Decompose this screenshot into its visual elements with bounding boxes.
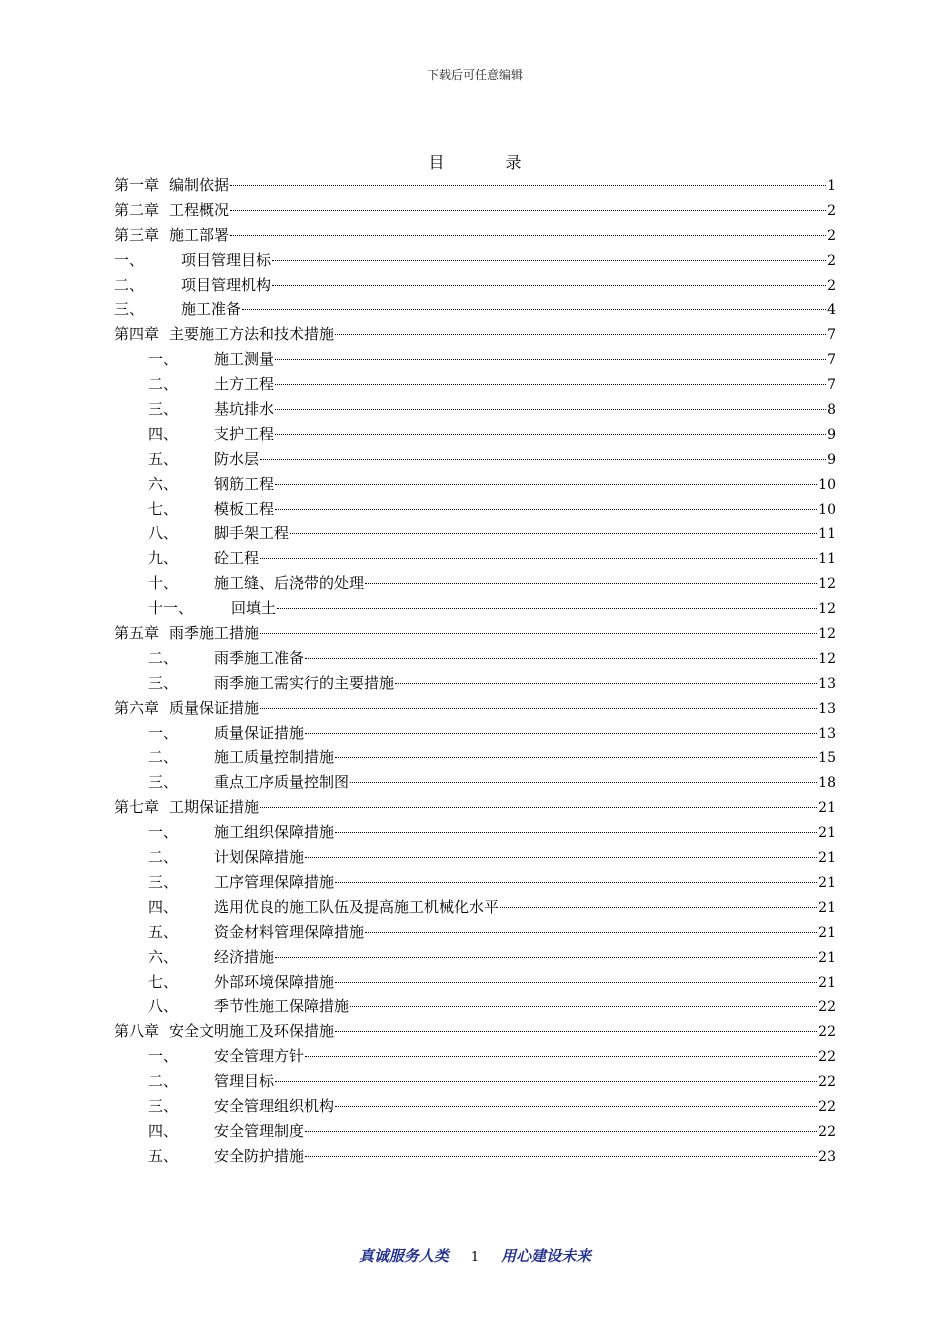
toc-entry-page: 21	[818, 899, 836, 916]
toc-entry-title: 土方工程	[214, 375, 275, 394]
dot-leader	[230, 185, 826, 186]
toc-entry-title: 基坑排水	[214, 400, 275, 419]
toc-entry-number: 三、	[114, 300, 145, 319]
dot-leader	[335, 882, 817, 883]
toc-entry[interactable]	[114, 323, 836, 348]
toc-entry[interactable]	[114, 498, 836, 523]
toc-entry[interactable]	[114, 1020, 836, 1045]
toc-entry[interactable]	[114, 697, 836, 722]
toc-entry-page: 2	[827, 202, 836, 219]
toc-entry-page: 22	[818, 1123, 836, 1140]
toc-entry[interactable]	[114, 448, 836, 473]
toc-entry-page: 4	[827, 302, 836, 319]
toc-entry-number: 二、	[148, 648, 179, 667]
toc-entry-title: 雨季施工需实行的主要措施	[214, 673, 395, 692]
toc-entry-title: 施工组织保障措施	[214, 823, 335, 842]
toc-entry-title: 施工部署	[169, 225, 230, 244]
page-footer	[0, 1245, 950, 1266]
toc-entry-number: 六、	[148, 947, 179, 966]
toc-entry[interactable]	[114, 672, 836, 697]
toc-entry[interactable]	[114, 1070, 836, 1095]
toc-entry-page: 10	[818, 476, 836, 493]
dot-leader	[290, 533, 817, 534]
toc-entry[interactable]	[114, 398, 836, 423]
toc-entry-page: 18	[818, 775, 836, 792]
toc-entry-title: 安全文明施工及环保措施	[169, 1022, 335, 1041]
dot-leader	[335, 832, 817, 833]
toc-entry-title: 工期保证措施	[169, 798, 260, 817]
toc-entry-title: 编制依据	[169, 176, 230, 194]
footer-slogan-right: 用心建设未来	[501, 1247, 592, 1265]
toc-entry[interactable]	[114, 547, 836, 572]
toc-entry-title: 经济措施	[214, 947, 275, 966]
toc-entry[interactable]	[114, 572, 836, 597]
toc-entry[interactable]	[114, 199, 836, 224]
toc-entry-page: 1	[827, 178, 836, 194]
dot-leader	[335, 1031, 817, 1032]
toc-entry-title: 主要施工方法和技术措施	[169, 325, 335, 344]
dot-leader	[395, 683, 817, 684]
dot-leader	[275, 434, 826, 435]
toc-entry[interactable]	[114, 946, 836, 971]
toc-entry-title: 季节性施工保障措施	[214, 997, 350, 1016]
dot-leader	[230, 210, 826, 211]
toc-entry-number: 三、	[148, 773, 179, 792]
toc-entry[interactable]	[114, 1095, 836, 1120]
toc-entry-title: 施工测量	[214, 350, 275, 369]
toc-entry-number: 第五章	[114, 624, 160, 643]
toc-entry-page: 13	[818, 675, 836, 692]
toc-entry[interactable]	[114, 1145, 836, 1170]
toc-entry-number: 第二章	[114, 200, 160, 219]
toc-entry[interactable]	[114, 522, 836, 547]
dot-leader	[260, 807, 817, 808]
toc-entry[interactable]	[114, 174, 836, 199]
toc-entry-page: 7	[827, 377, 836, 394]
toc-entry-title: 安全防护措施	[214, 1146, 305, 1165]
dot-leader	[305, 658, 817, 659]
toc-entry-title: 管理目标	[214, 1072, 275, 1091]
toc-entry-title: 安全管理组织机构	[214, 1096, 335, 1115]
dot-leader	[275, 384, 826, 385]
toc-entry-page: 22	[818, 1098, 836, 1115]
dot-leader	[335, 1106, 817, 1107]
toc-entry-page: 2	[827, 227, 836, 244]
toc-entry-title: 安全管理制度	[214, 1121, 305, 1140]
toc-entry-number: 第一章	[114, 176, 160, 194]
toc-entry[interactable]	[114, 722, 836, 747]
toc-entry-page: 12	[818, 576, 836, 593]
toc-entry-number: 二、	[148, 748, 179, 767]
dot-leader	[260, 633, 817, 634]
dot-leader	[305, 1131, 817, 1132]
toc-entry-title: 质量保证措施	[214, 723, 305, 742]
toc-entry-page: 21	[818, 874, 836, 891]
toc-entry-number: 五、	[148, 1146, 179, 1165]
toc-entry[interactable]	[114, 373, 836, 398]
table-of-contents	[114, 174, 836, 1170]
toc-entry[interactable]	[114, 796, 836, 821]
toc-entry-title: 砼工程	[214, 549, 260, 568]
toc-entry-number: 一、	[148, 723, 179, 742]
toc-entry-page: 11	[818, 551, 836, 568]
toc-entry-page: 13	[818, 700, 836, 717]
toc-entry-number: 二、	[148, 848, 179, 867]
toc-entry-number: 十一、	[148, 599, 194, 618]
toc-entry-title: 质量保证措施	[169, 698, 260, 717]
toc-entry-title: 工序管理保障措施	[214, 872, 335, 891]
toc-entry[interactable]	[114, 224, 836, 249]
dot-leader	[242, 309, 826, 310]
dot-leader	[272, 285, 826, 286]
toc-entry-page: 12	[818, 626, 836, 643]
toc-entry-title: 施工准备	[181, 300, 242, 319]
dot-leader	[272, 260, 826, 261]
toc-entry-title: 安全管理方针	[214, 1047, 305, 1066]
toc-entry-page: 8	[827, 402, 836, 419]
toc-entry-title: 外部环境保障措施	[214, 972, 335, 991]
toc-entry-number: 三、	[148, 872, 179, 891]
toc-entry-page: 21	[818, 924, 836, 941]
toc-entry-number: 五、	[148, 922, 179, 941]
toc-entry-number: 八、	[148, 524, 179, 543]
dot-leader	[275, 957, 817, 958]
toc-entry-number: 一、	[148, 1047, 179, 1066]
toc-entry-number: 第四章	[114, 325, 160, 344]
toc-entry-page: 21	[818, 949, 836, 966]
toc-entry[interactable]	[114, 846, 836, 871]
toc-entry-page: 11	[818, 526, 836, 543]
dot-leader	[275, 359, 826, 360]
dot-leader	[365, 932, 817, 933]
toc-entry-title: 施工质量控制措施	[214, 748, 335, 767]
toc-entry-title: 回填土	[231, 599, 277, 618]
toc-entry-title: 钢筋工程	[214, 474, 275, 493]
toc-entry-title: 工程概况	[169, 200, 230, 219]
toc-entry[interactable]	[114, 597, 836, 622]
toc-entry-page: 22	[818, 1074, 836, 1091]
toc-entry-page: 7	[827, 352, 836, 369]
toc-entry-title: 雨季施工措施	[169, 624, 260, 643]
toc-entry-number: 第六章	[114, 698, 160, 717]
dot-leader	[260, 708, 817, 709]
dot-leader	[275, 1081, 817, 1082]
toc-entry-title: 支护工程	[214, 424, 275, 443]
toc-entry[interactable]	[114, 423, 836, 448]
dot-leader	[335, 334, 826, 335]
toc-entry-page: 10	[818, 501, 836, 518]
toc-entry-number: 六、	[148, 474, 179, 493]
dot-leader	[275, 484, 817, 485]
toc-entry[interactable]	[114, 298, 836, 323]
page-header: 下载后可任意编辑	[426, 68, 523, 82]
toc-entry-page: 21	[818, 850, 836, 867]
toc-entry-number: 四、	[148, 1121, 179, 1140]
toc-entry[interactable]	[114, 647, 836, 672]
toc-entry[interactable]	[114, 274, 836, 299]
toc-entry-number: 三、	[148, 673, 179, 692]
toc-entry-page: 7	[827, 327, 836, 344]
toc-entry-number: 二、	[148, 375, 179, 394]
toc-entry[interactable]	[114, 821, 836, 846]
toc-entry-title: 计划保障措施	[214, 848, 305, 867]
toc-entry-title: 选用优良的施工队伍及提高施工机械化水平	[214, 897, 500, 916]
toc-entry[interactable]	[114, 746, 836, 771]
dot-leader	[230, 235, 826, 236]
dot-leader	[275, 509, 817, 510]
dot-leader	[305, 1156, 817, 1157]
toc-entry-number: 第八章	[114, 1022, 160, 1041]
toc-entry-page: 13	[818, 725, 836, 742]
toc-entry-number: 三、	[148, 400, 179, 419]
dot-leader	[277, 608, 817, 609]
toc-entry-number: 一、	[148, 823, 179, 842]
toc-entry[interactable]	[114, 995, 836, 1020]
toc-entry-number: 三、	[148, 1096, 179, 1115]
toc-entry-page: 23	[818, 1148, 836, 1165]
dot-leader	[305, 857, 817, 858]
toc-entry[interactable]	[114, 771, 836, 796]
toc-entry-title: 防水层	[214, 449, 260, 468]
toc-entry-page: 2	[827, 252, 836, 269]
toc-entry[interactable]	[114, 473, 836, 498]
toc-entry[interactable]	[114, 249, 836, 274]
toc-entry-page: 15	[818, 750, 836, 767]
footer-page-number: 1	[470, 1250, 480, 1265]
dot-leader	[500, 907, 817, 908]
toc-entry[interactable]	[114, 1045, 836, 1070]
toc-entry-number: 二、	[114, 275, 145, 294]
toc-entry-title: 雨季施工准备	[214, 648, 305, 667]
toc-entry-title: 模板工程	[214, 499, 275, 518]
dot-leader	[335, 982, 817, 983]
dot-leader	[335, 757, 817, 758]
toc-entry-number: 第七章	[114, 798, 160, 817]
dot-leader	[305, 1056, 817, 1057]
toc-entry-title: 项目管理目标	[181, 250, 272, 269]
toc-entry-number: 十、	[148, 574, 179, 593]
toc-entry-number: 二、	[148, 1072, 179, 1091]
toc-entry-page: 22	[818, 999, 836, 1016]
dot-leader	[260, 459, 826, 460]
toc-entry-number: 九、	[148, 549, 179, 568]
toc-entry-number: 七、	[148, 972, 179, 991]
toc-entry-page: 9	[827, 426, 836, 443]
toc-entry-title: 脚手架工程	[214, 524, 290, 543]
toc-entry-page: 22	[818, 1024, 836, 1041]
toc-entry-number: 第三章	[114, 225, 160, 244]
toc-entry[interactable]	[114, 921, 836, 946]
toc-entry[interactable]	[114, 971, 836, 996]
toc-entry-title: 项目管理机构	[181, 275, 272, 294]
toc-entry-page: 21	[818, 825, 836, 842]
toc-entry[interactable]	[114, 1120, 836, 1145]
footer-slogan-left: 真诚服务人类	[358, 1247, 449, 1265]
toc-entry-number: 四、	[148, 424, 179, 443]
toc-entry-page: 21	[818, 974, 836, 991]
toc-entry-title: 施工缝、后浇带的处理	[214, 574, 365, 593]
toc-entry-number: 八、	[148, 997, 179, 1016]
toc-entry-number: 一、	[114, 250, 145, 269]
toc-entry-page: 22	[818, 1049, 836, 1066]
toc-entry-page: 9	[827, 451, 836, 468]
dot-leader	[260, 558, 817, 559]
toc-entry-number: 七、	[148, 499, 179, 518]
toc-entry-page: 21	[818, 800, 836, 817]
toc-entry-number: 一、	[148, 350, 179, 369]
dot-leader	[350, 782, 817, 783]
dot-leader	[275, 409, 826, 410]
toc-entry-number: 五、	[148, 449, 179, 468]
toc-title: 目 录	[428, 153, 550, 172]
toc-entry-title: 重点工序质量控制图	[214, 773, 350, 792]
toc-entry[interactable]	[114, 871, 836, 896]
dot-leader	[350, 1006, 817, 1007]
toc-entry[interactable]	[114, 896, 836, 921]
dot-leader	[365, 583, 817, 584]
toc-entry[interactable]	[114, 622, 836, 647]
toc-entry-page: 2	[827, 277, 836, 294]
toc-entry-title: 资金材料管理保障措施	[214, 922, 365, 941]
dot-leader	[305, 733, 817, 734]
toc-entry-number: 四、	[148, 897, 179, 916]
toc-entry[interactable]	[114, 348, 836, 373]
toc-entry-page: 12	[818, 601, 836, 618]
toc-entry-page: 12	[818, 650, 836, 667]
